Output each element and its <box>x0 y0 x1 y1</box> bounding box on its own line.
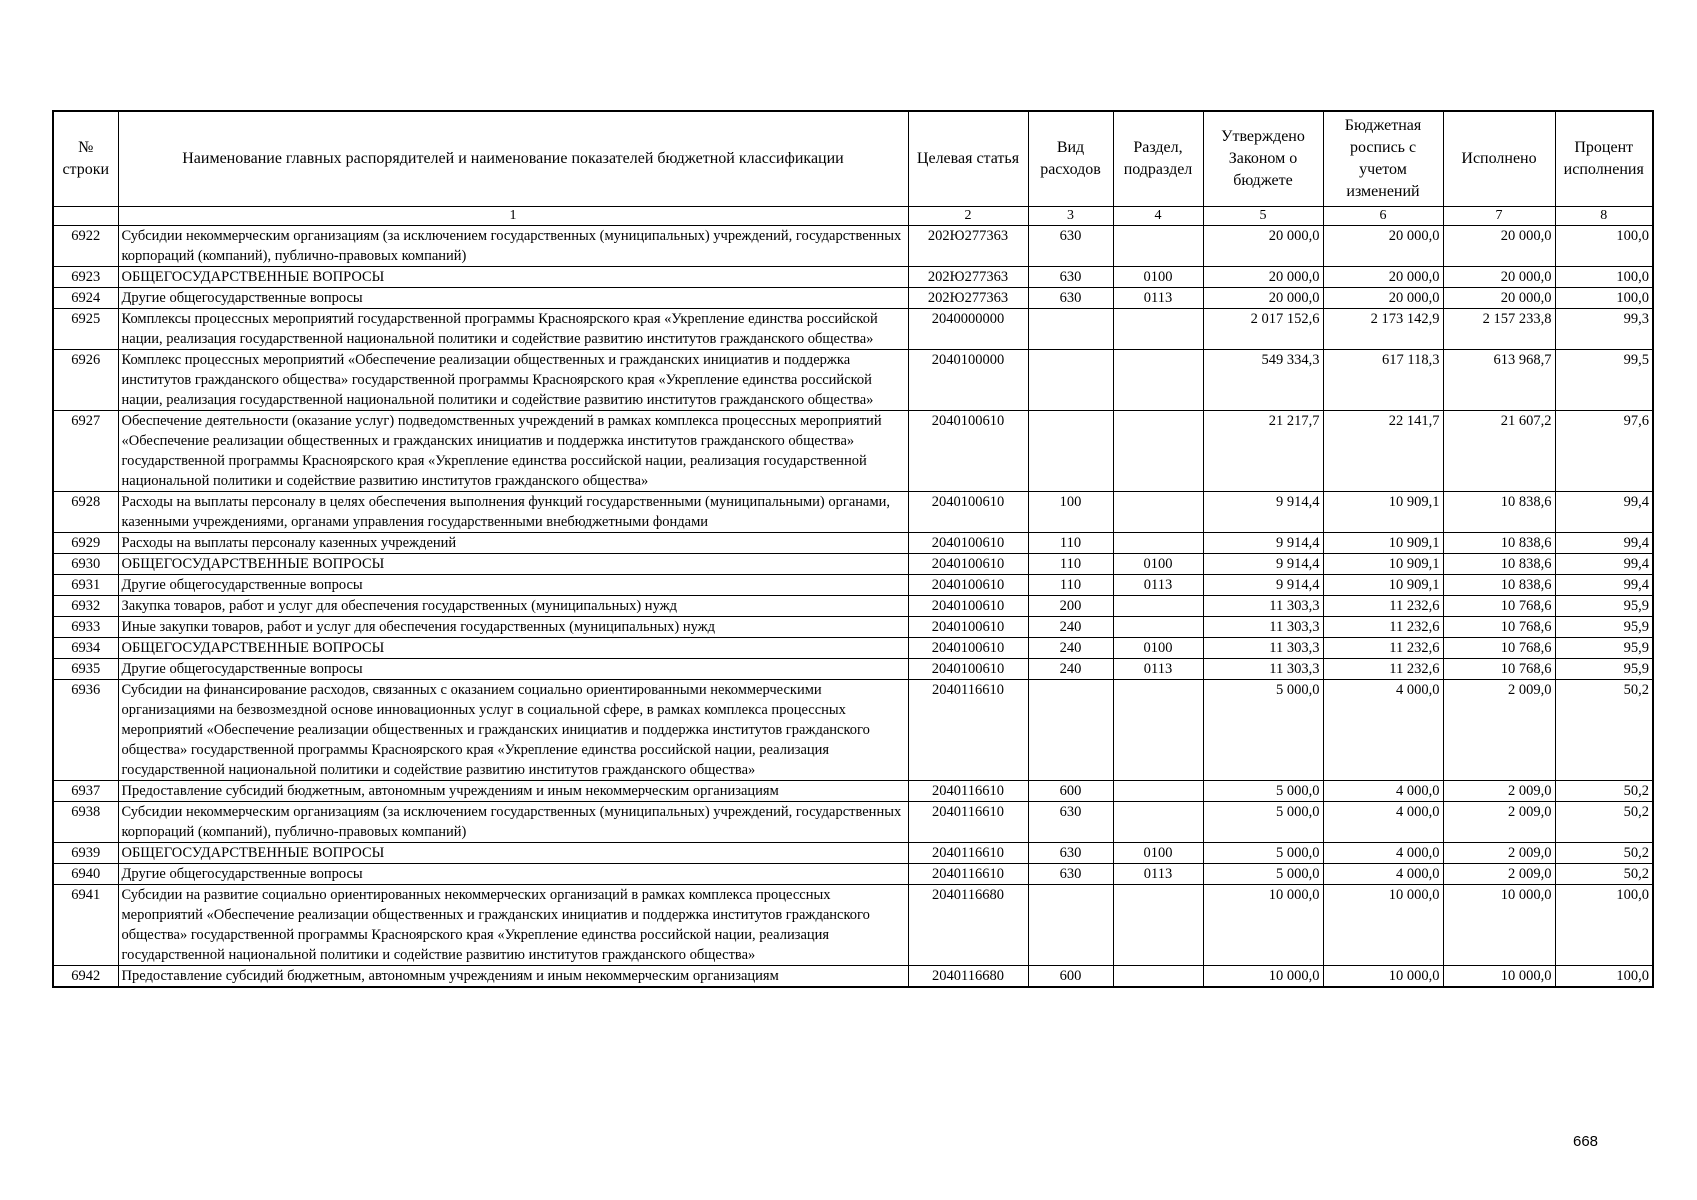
table-row <box>53 864 1653 885</box>
target-article: 2040100610 <box>908 492 1028 533</box>
row-number: 6930 <box>53 554 118 575</box>
row-number: 6937 <box>53 781 118 802</box>
header-budget: Бюджетная роспись с учетом изменений <box>1323 111 1443 207</box>
expense-type <box>1028 885 1113 966</box>
column-number: 6 <box>1323 207 1443 226</box>
execution-percent: 95,9 <box>1555 659 1653 680</box>
section-code: 0113 <box>1113 575 1203 596</box>
target-article: 202Ю277363 <box>908 267 1028 288</box>
approved-amount: 549 334,3 <box>1203 350 1323 411</box>
executed-amount: 10 768,6 <box>1443 596 1555 617</box>
budget-amount: 20 000,0 <box>1323 288 1443 309</box>
executed-amount: 20 000,0 <box>1443 288 1555 309</box>
target-article: 2040000000 <box>908 309 1028 350</box>
executed-amount: 2 009,0 <box>1443 680 1555 781</box>
section-code <box>1113 617 1203 638</box>
budget-amount: 11 232,6 <box>1323 596 1443 617</box>
section-code: 0100 <box>1113 638 1203 659</box>
approved-amount: 5 000,0 <box>1203 843 1323 864</box>
approved-amount: 11 303,3 <box>1203 596 1323 617</box>
target-article: 2040116610 <box>908 781 1028 802</box>
item-name: Другие общегосударственные вопросы <box>118 659 908 680</box>
item-name: Расходы на выплаты персоналу в целях обеспечения выполнения функций государственными (муниципальными) органами, казенными учреждениями, органами управления государственными внебюджетными фондами <box>118 492 908 533</box>
target-article: 202Ю277363 <box>908 226 1028 267</box>
section-code <box>1113 885 1203 966</box>
item-name: Предоставление субсидий бюджетным, автономным учреждениям и иным некоммерческим организациям <box>118 781 908 802</box>
table-row <box>53 680 1653 781</box>
expense-type: 600 <box>1028 966 1113 988</box>
executed-amount: 10 768,6 <box>1443 659 1555 680</box>
target-article: 2040100610 <box>908 554 1028 575</box>
expense-type: 240 <box>1028 617 1113 638</box>
expense-type: 110 <box>1028 554 1113 575</box>
approved-amount: 9 914,4 <box>1203 554 1323 575</box>
table-row <box>53 802 1653 843</box>
execution-percent: 50,2 <box>1555 680 1653 781</box>
approved-amount: 20 000,0 <box>1203 267 1323 288</box>
budget-amount: 4 000,0 <box>1323 843 1443 864</box>
item-name: Субсидии на финансирование расходов, связанных с оказанием социально ориентированными некоммерческими организациями на безвозмездной основе инновационных услуг в социальной сфере, в рамках комплекса процессных мероприятий «Обеспечение реализации общественных и гражданских инициатив и поддержка институтов гражданского общества» государственной программы Красноярского края «Укрепление единства российской нации, реализация государственной национальной политики и содействие развитию институтов гражданского общества» <box>118 680 908 781</box>
target-article: 2040116680 <box>908 885 1028 966</box>
header-percent: Процент исполнения <box>1555 111 1653 207</box>
item-name: Другие общегосударственные вопросы <box>118 575 908 596</box>
budget-amount: 22 141,7 <box>1323 411 1443 492</box>
expense-type: 630 <box>1028 843 1113 864</box>
executed-amount: 10 768,6 <box>1443 638 1555 659</box>
table-row <box>53 411 1653 492</box>
approved-amount: 21 217,7 <box>1203 411 1323 492</box>
target-article: 2040116610 <box>908 680 1028 781</box>
budget-amount: 4 000,0 <box>1323 864 1443 885</box>
executed-amount: 613 968,7 <box>1443 350 1555 411</box>
expense-type: 240 <box>1028 659 1113 680</box>
executed-amount: 10 000,0 <box>1443 966 1555 988</box>
row-number: 6931 <box>53 575 118 596</box>
item-name: ОБЩЕГОСУДАРСТВЕННЫЕ ВОПРОСЫ <box>118 638 908 659</box>
executed-amount: 2 009,0 <box>1443 843 1555 864</box>
executed-amount: 2 009,0 <box>1443 781 1555 802</box>
approved-amount: 20 000,0 <box>1203 288 1323 309</box>
approved-amount: 11 303,3 <box>1203 659 1323 680</box>
execution-percent: 97,6 <box>1555 411 1653 492</box>
budget-report-page <box>52 110 1652 988</box>
header-name: Наименование главных распорядителей и наименование показателей бюджетной классификации <box>118 111 908 207</box>
target-article: 2040100610 <box>908 659 1028 680</box>
budget-amount: 2 173 142,9 <box>1323 309 1443 350</box>
execution-percent: 99,3 <box>1555 309 1653 350</box>
row-number: 6927 <box>53 411 118 492</box>
column-number: 2 <box>908 207 1028 226</box>
item-name: Обеспечение деятельности (оказание услуг) подведомственных учреждений в рамках комплекса процессных мероприятий «Обеспечение реализации общественных и гражданских инициатив и поддержка институтов гражданского общества» государственной программы Красноярского края «Укрепление единства российской нации, реализация государственной национальной политики и содействие развитию институтов гражданского общества» <box>118 411 908 492</box>
column-number: 5 <box>1203 207 1323 226</box>
expense-type: 630 <box>1028 267 1113 288</box>
header-row-no: № строки <box>53 111 118 207</box>
execution-percent: 100,0 <box>1555 226 1653 267</box>
header-approved: Утверждено Законом о бюджете <box>1203 111 1323 207</box>
expense-type: 240 <box>1028 638 1113 659</box>
expense-type: 600 <box>1028 781 1113 802</box>
section-code <box>1113 802 1203 843</box>
row-number: 6940 <box>53 864 118 885</box>
target-article: 2040100610 <box>908 575 1028 596</box>
execution-percent: 50,2 <box>1555 781 1653 802</box>
budget-amount: 10 909,1 <box>1323 533 1443 554</box>
table-row <box>53 288 1653 309</box>
execution-percent: 100,0 <box>1555 966 1653 988</box>
page-number: 668 <box>1573 1133 1599 1150</box>
budget-amount: 10 000,0 <box>1323 966 1443 988</box>
column-number: 3 <box>1028 207 1113 226</box>
header-section: Раздел, подраздел <box>1113 111 1203 207</box>
section-code: 0113 <box>1113 864 1203 885</box>
item-name: ОБЩЕГОСУДАРСТВЕННЫЕ ВОПРОСЫ <box>118 843 908 864</box>
execution-percent: 99,4 <box>1555 575 1653 596</box>
target-article: 202Ю277363 <box>908 288 1028 309</box>
section-code <box>1113 309 1203 350</box>
approved-amount: 11 303,3 <box>1203 638 1323 659</box>
approved-amount: 5 000,0 <box>1203 680 1323 781</box>
column-number: 8 <box>1555 207 1653 226</box>
row-number: 6938 <box>53 802 118 843</box>
expense-type: 630 <box>1028 802 1113 843</box>
table-row <box>53 226 1653 267</box>
column-number: 1 <box>118 207 908 226</box>
column-number <box>53 207 118 226</box>
item-name: Другие общегосударственные вопросы <box>118 864 908 885</box>
executed-amount: 10 838,6 <box>1443 533 1555 554</box>
target-article: 2040100610 <box>908 596 1028 617</box>
table-row <box>53 267 1653 288</box>
approved-amount: 9 914,4 <box>1203 492 1323 533</box>
budget-amount: 4 000,0 <box>1323 680 1443 781</box>
table-row <box>53 638 1653 659</box>
approved-amount: 9 914,4 <box>1203 575 1323 596</box>
target-article: 2040100610 <box>908 638 1028 659</box>
row-number: 6933 <box>53 617 118 638</box>
execution-percent: 50,2 <box>1555 843 1653 864</box>
section-code <box>1113 596 1203 617</box>
execution-percent: 95,9 <box>1555 617 1653 638</box>
approved-amount: 2 017 152,6 <box>1203 309 1323 350</box>
item-name: Предоставление субсидий бюджетным, автономным учреждениям и иным некоммерческим организациям <box>118 966 908 988</box>
section-code: 0100 <box>1113 267 1203 288</box>
budget-amount: 11 232,6 <box>1323 638 1443 659</box>
section-code <box>1113 350 1203 411</box>
item-name: Другие общегосударственные вопросы <box>118 288 908 309</box>
table-row <box>53 575 1653 596</box>
header-type: Вид расходов <box>1028 111 1113 207</box>
target-article: 2040116610 <box>908 802 1028 843</box>
budget-amount: 10 000,0 <box>1323 885 1443 966</box>
budget-amount: 4 000,0 <box>1323 781 1443 802</box>
execution-percent: 95,9 <box>1555 596 1653 617</box>
item-name: ОБЩЕГОСУДАРСТВЕННЫЕ ВОПРОСЫ <box>118 267 908 288</box>
item-name: Закупка товаров, работ и услуг для обеспечения государственных (муниципальных) нужд <box>118 596 908 617</box>
row-number: 6932 <box>53 596 118 617</box>
target-article: 2040116610 <box>908 864 1028 885</box>
execution-percent: 50,2 <box>1555 864 1653 885</box>
table-row <box>53 966 1653 988</box>
execution-percent: 50,2 <box>1555 802 1653 843</box>
table-row <box>53 659 1653 680</box>
executed-amount: 21 607,2 <box>1443 411 1555 492</box>
expense-type: 200 <box>1028 596 1113 617</box>
budget-amount: 11 232,6 <box>1323 659 1443 680</box>
approved-amount: 5 000,0 <box>1203 864 1323 885</box>
target-article: 2040100610 <box>908 411 1028 492</box>
section-code <box>1113 781 1203 802</box>
approved-amount: 9 914,4 <box>1203 533 1323 554</box>
budget-amount: 20 000,0 <box>1323 226 1443 267</box>
approved-amount: 5 000,0 <box>1203 802 1323 843</box>
item-name: Иные закупки товаров, работ и услуг для обеспечения государственных (муниципальных) нужд <box>118 617 908 638</box>
budget-table <box>52 110 1654 988</box>
execution-percent: 95,9 <box>1555 638 1653 659</box>
executed-amount: 20 000,0 <box>1443 226 1555 267</box>
target-article: 2040116680 <box>908 966 1028 988</box>
executed-amount: 10 000,0 <box>1443 885 1555 966</box>
target-article: 2040100610 <box>908 533 1028 554</box>
row-number: 6928 <box>53 492 118 533</box>
budget-amount: 617 118,3 <box>1323 350 1443 411</box>
column-number: 4 <box>1113 207 1203 226</box>
budget-amount: 10 909,1 <box>1323 575 1443 596</box>
target-article: 2040116610 <box>908 843 1028 864</box>
section-code <box>1113 680 1203 781</box>
table-row <box>53 843 1653 864</box>
expense-type: 110 <box>1028 533 1113 554</box>
execution-percent: 99,4 <box>1555 554 1653 575</box>
budget-amount: 20 000,0 <box>1323 267 1443 288</box>
budget-amount: 4 000,0 <box>1323 802 1443 843</box>
expense-type: 110 <box>1028 575 1113 596</box>
execution-percent: 100,0 <box>1555 267 1653 288</box>
approved-amount: 10 000,0 <box>1203 885 1323 966</box>
row-number: 6925 <box>53 309 118 350</box>
executed-amount: 10 768,6 <box>1443 617 1555 638</box>
budget-amount: 10 909,1 <box>1323 492 1443 533</box>
section-code <box>1113 966 1203 988</box>
item-name: Субсидии на развитие социально ориентированных некоммерческих организаций в рамках комплекса процессных мероприятий «Обеспечение реализации общественных и гражданских инициатив и поддержка институтов гражданского общества» государственной программы Красноярского края «Укрепление единства российской нации, реализация государственной национальной политики и содействие развитию институтов гражданского общества» <box>118 885 908 966</box>
header-executed: Исполнено <box>1443 111 1555 207</box>
item-name: Субсидии некоммерческим организациям (за исключением государственных (муниципальных) учреждений, государственных корпораций (компаний), публично-правовых компаний) <box>118 226 908 267</box>
table-row <box>53 596 1653 617</box>
item-name: Расходы на выплаты персоналу казенных учреждений <box>118 533 908 554</box>
executed-amount: 2 009,0 <box>1443 802 1555 843</box>
row-number: 6929 <box>53 533 118 554</box>
row-number: 6926 <box>53 350 118 411</box>
header-target: Целевая статья <box>908 111 1028 207</box>
table-row <box>53 617 1653 638</box>
expense-type <box>1028 309 1113 350</box>
execution-percent: 99,5 <box>1555 350 1653 411</box>
budget-amount: 11 232,6 <box>1323 617 1443 638</box>
table-row <box>53 885 1653 966</box>
approved-amount: 11 303,3 <box>1203 617 1323 638</box>
section-code <box>1113 533 1203 554</box>
row-number: 6924 <box>53 288 118 309</box>
table-header <box>53 111 1653 207</box>
execution-percent: 100,0 <box>1555 288 1653 309</box>
table-row <box>53 781 1653 802</box>
executed-amount: 2 157 233,8 <box>1443 309 1555 350</box>
column-number: 7 <box>1443 207 1555 226</box>
approved-amount: 20 000,0 <box>1203 226 1323 267</box>
expense-type: 630 <box>1028 288 1113 309</box>
executed-amount: 2 009,0 <box>1443 864 1555 885</box>
executed-amount: 10 838,6 <box>1443 575 1555 596</box>
item-name: ОБЩЕГОСУДАРСТВЕННЫЕ ВОПРОСЫ <box>118 554 908 575</box>
row-number: 6936 <box>53 680 118 781</box>
item-name: Субсидии некоммерческим организациям (за исключением государственных (муниципальных) учреждений, государственных корпораций (компаний), публично-правовых компаний) <box>118 802 908 843</box>
section-code <box>1113 492 1203 533</box>
approved-amount: 5 000,0 <box>1203 781 1323 802</box>
section-code: 0113 <box>1113 288 1203 309</box>
section-code <box>1113 226 1203 267</box>
row-number: 6923 <box>53 267 118 288</box>
table-row <box>53 350 1653 411</box>
table-row <box>53 533 1653 554</box>
section-code: 0100 <box>1113 554 1203 575</box>
execution-percent: 100,0 <box>1555 885 1653 966</box>
table-body <box>53 207 1653 988</box>
item-name: Комплекс процессных мероприятий «Обеспечение реализации общественных и гражданских инициатив и поддержка институтов гражданского общества» государственной программы Красноярского края «Укрепление единства российской нации, реализация государственной национальной политики и содействие развитию институтов гражданского общества» <box>118 350 908 411</box>
section-code: 0113 <box>1113 659 1203 680</box>
approved-amount: 10 000,0 <box>1203 966 1323 988</box>
expense-type <box>1028 680 1113 781</box>
execution-percent: 99,4 <box>1555 533 1653 554</box>
budget-amount: 10 909,1 <box>1323 554 1443 575</box>
target-article: 2040100000 <box>908 350 1028 411</box>
expense-type <box>1028 411 1113 492</box>
expense-type: 630 <box>1028 864 1113 885</box>
expense-type <box>1028 350 1113 411</box>
target-article: 2040100610 <box>908 617 1028 638</box>
column-number-row <box>53 207 1653 226</box>
executed-amount: 10 838,6 <box>1443 554 1555 575</box>
executed-amount: 10 838,6 <box>1443 492 1555 533</box>
table-row <box>53 492 1653 533</box>
item-name: Комплексы процессных мероприятий государственной программы Красноярского края «Укрепление единства российской нации, реализация государственной национальной политики и содействие развитию институтов гражданского общества» <box>118 309 908 350</box>
row-number: 6935 <box>53 659 118 680</box>
row-number: 6922 <box>53 226 118 267</box>
expense-type: 100 <box>1028 492 1113 533</box>
table-row <box>53 554 1653 575</box>
row-number: 6941 <box>53 885 118 966</box>
row-number: 6942 <box>53 966 118 988</box>
table-row <box>53 309 1653 350</box>
row-number: 6934 <box>53 638 118 659</box>
row-number: 6939 <box>53 843 118 864</box>
executed-amount: 20 000,0 <box>1443 267 1555 288</box>
section-code <box>1113 411 1203 492</box>
section-code: 0100 <box>1113 843 1203 864</box>
expense-type: 630 <box>1028 226 1113 267</box>
execution-percent: 99,4 <box>1555 492 1653 533</box>
